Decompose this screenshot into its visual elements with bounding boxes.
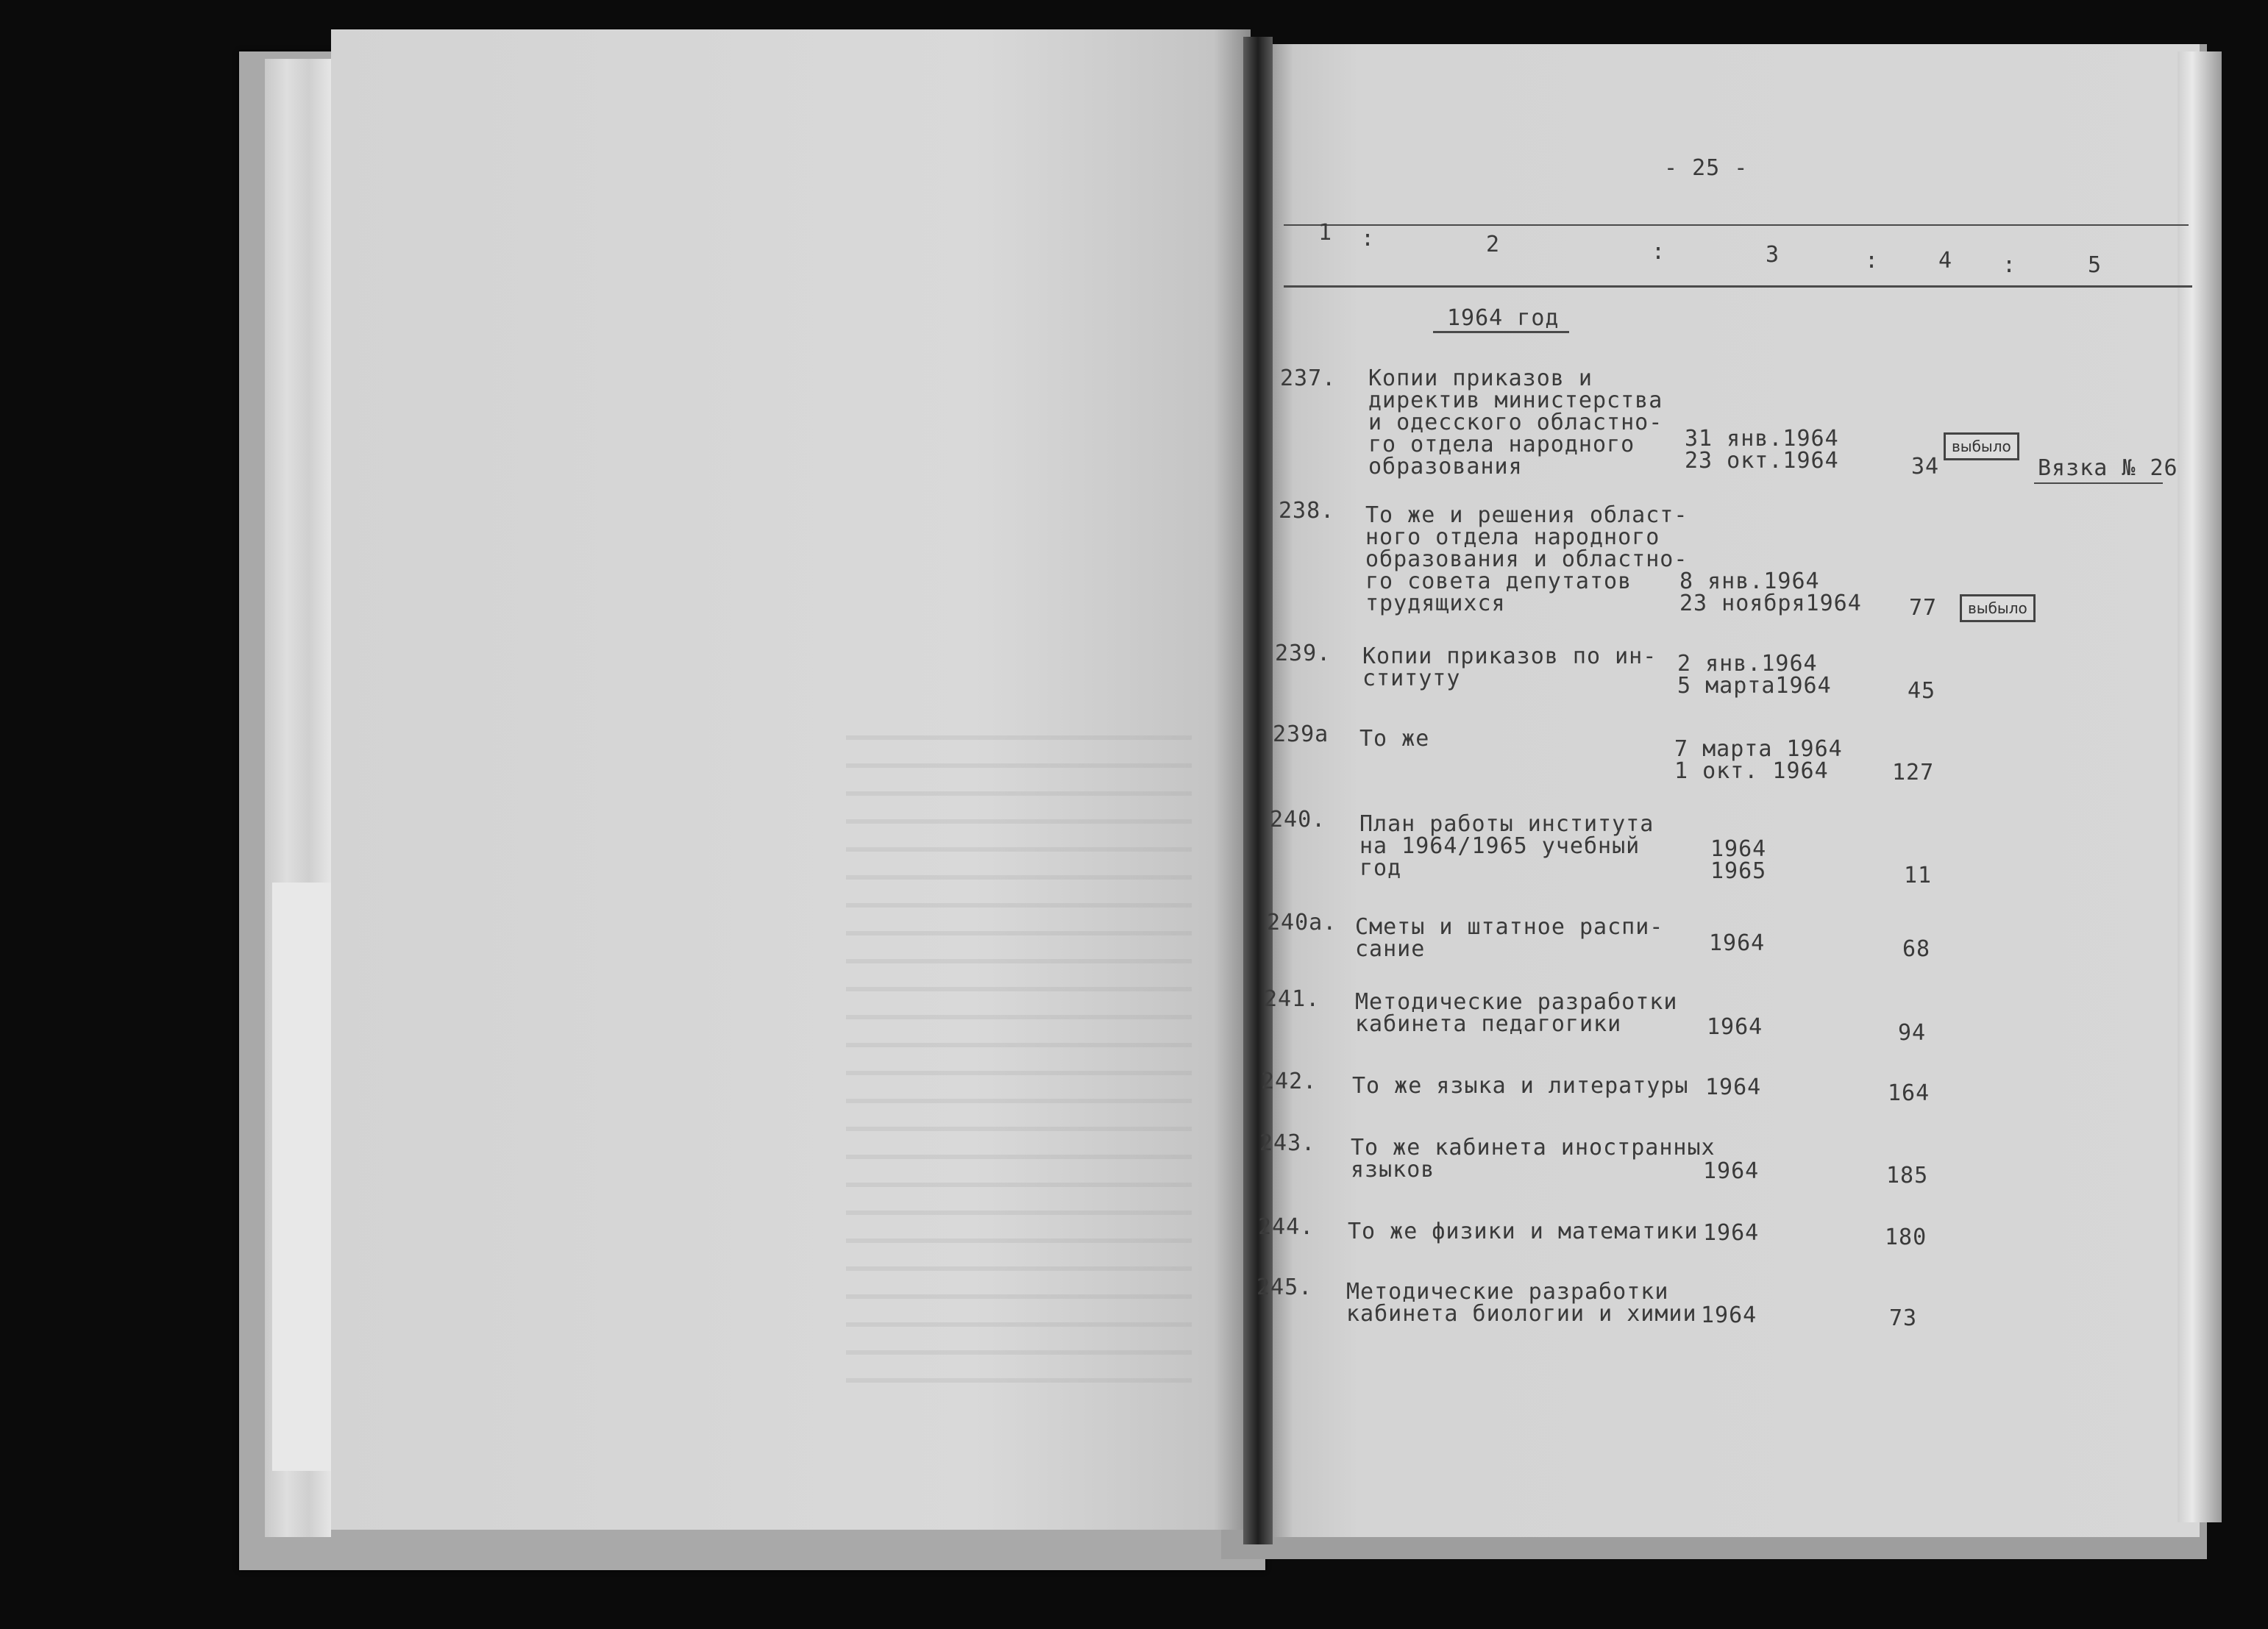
entry-description: То же языка и литературы: [1352, 1073, 1689, 1099]
page-number: - 25 -: [1664, 155, 1749, 181]
bleed-through-text: [846, 735, 1192, 1397]
archive-note: Вязка № 26: [2038, 455, 2178, 481]
entry-description: Копии приказов и директив министерства и одесского областно- го отдела народного образования: [1368, 366, 1663, 480]
entry-number: 240а.: [1267, 910, 1337, 935]
entry-dates: 1964: [1701, 1302, 1757, 1328]
entry-dates: 1964: [1703, 1220, 1760, 1246]
col-sep: :: [1652, 239, 1666, 265]
entry-number: 243.: [1259, 1130, 1316, 1156]
entry-dates: 1964: [1705, 1074, 1762, 1100]
entry-dates: 1964: [1707, 1014, 1763, 1040]
entry-count: 77: [1909, 595, 1938, 621]
entry-count: 180: [1885, 1225, 1927, 1250]
entry-description: То же физики и математики: [1348, 1219, 1699, 1244]
col-header-3: 3: [1766, 242, 1780, 268]
header-rule-top: [1284, 224, 2189, 226]
entry-number: 239.: [1275, 641, 1332, 666]
entry-dates: 31 янв.1964 23 окт.1964: [1685, 426, 1839, 474]
entry-dates: 1964: [1703, 1158, 1760, 1184]
entry-dates: 1964 1965: [1710, 836, 1767, 884]
book-gutter: [1243, 37, 1273, 1544]
entry-dates: 2 янв.1964 5 марта1964: [1677, 651, 1832, 699]
entry-description: Копии приказов по ин- ституту: [1362, 644, 1657, 691]
entry-count: 68: [1902, 936, 1931, 962]
col-header-4: 4: [1938, 248, 1953, 274]
entry-dates: 1964: [1709, 930, 1766, 956]
page-stack-edge-right: [2178, 51, 2222, 1522]
entry-number: 239а: [1273, 721, 1329, 747]
entry-number: 244.: [1258, 1214, 1315, 1240]
entry-number: 240.: [1270, 807, 1326, 833]
col-header-1: 1: [1318, 220, 1333, 246]
entry-count: 11: [1904, 863, 1933, 888]
archive-note-underline: [2034, 482, 2163, 484]
underlying-sheet: [272, 883, 331, 1471]
entry-description: План работы института на 1964/1965 учебный год: [1359, 811, 1654, 881]
col-sep: :: [2002, 252, 2017, 278]
col-sep: :: [1361, 226, 1376, 252]
entry-count: 185: [1886, 1163, 1929, 1188]
entry-description: То же: [1359, 726, 1430, 752]
year-heading-underline: [1433, 331, 1569, 333]
entry-number: 241.: [1264, 986, 1320, 1012]
entry-count: 164: [1888, 1080, 1930, 1106]
entry-description: Сметы и штатное распи- сание: [1355, 914, 1664, 962]
col-header-2: 2: [1486, 232, 1501, 257]
entry-count: 127: [1892, 760, 1935, 785]
stamp-vybylo: выбыло: [1944, 432, 2019, 460]
year-heading: 1964 год: [1447, 305, 1560, 331]
header-rule-bottom: [1284, 285, 2192, 288]
entry-dates: 7 марта 1964 1 окт. 1964: [1674, 736, 1843, 784]
entry-count: 45: [1908, 678, 1936, 704]
entry-count: 94: [1898, 1020, 1927, 1046]
entry-description: То же и решения област- ного отдела народного образования и областно- го совета депутатов трудящихся: [1365, 502, 1688, 616]
stamp-vybylo: выбыло: [1960, 594, 2036, 622]
entry-description: Методические разработки кабинета биологии и химии: [1346, 1279, 1697, 1327]
entry-count: 73: [1889, 1305, 1918, 1331]
entry-number: 238.: [1279, 498, 1335, 524]
entry-count: 34: [1911, 454, 1940, 480]
entry-description: То же кабинета иностранных языков: [1351, 1135, 1716, 1183]
entry-description: Методические разработки кабинета педагогики: [1355, 989, 1678, 1037]
entry-number: 242.: [1261, 1069, 1318, 1094]
col-sep: :: [1865, 248, 1880, 274]
col-header-5: 5: [2088, 252, 2102, 278]
entry-dates: 8 янв.1964 23 ноября1964: [1679, 568, 1862, 616]
entry-number: 237.: [1280, 366, 1337, 391]
entry-number: 245.: [1256, 1275, 1313, 1300]
